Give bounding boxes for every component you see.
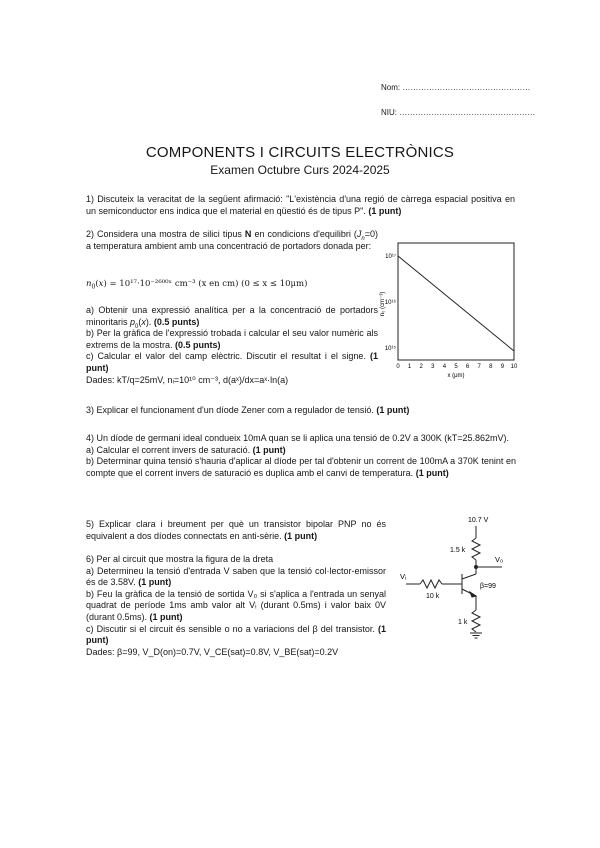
exam-title: COMPONENTS I CIRCUITS ELECTRÒNICS: [145, 144, 455, 161]
x-tick-1: 1: [407, 364, 412, 370]
vi-label: Vᵢ: [400, 572, 407, 581]
x-tick-8: 8: [489, 364, 493, 370]
q4-b-points: (1 punt): [415, 467, 449, 478]
question-2-intro: 2) Considera una mostra de silici tipus N en condicions d'equilibri $(J_n=0)$ a temperatura ambient amb una concentració de portadors donada per:: [86, 229, 379, 251]
q4-b: b) Determinar quina tensió s'hauria d'aplicar al díode per tal d'obtenir un corrent de 100mA a 370K tenint en compte que el corrent invers de saturació es duplica amb el canvi de temperatura.: [86, 456, 516, 478]
question-5: [86, 519, 386, 542]
q2-intro-a: 2) Considera una mostra de silici tipus: [86, 229, 245, 239]
q6-intro: 6) Per al circuit que mostra la figura de la dreta: [86, 554, 274, 564]
x-tick-9: 9: [500, 364, 505, 370]
q6-b: b) Feu la gràfica de la tensió de sortida V₀ si s'aplica a l'entrada un senyal quadrat de període 1ms amb valor alt Vᵢ (durant 0.5ms) i valor baix 0V (durant 0.5ms).: [86, 588, 386, 622]
q2-intro-b: en condicions d'equilibri (: [251, 229, 357, 239]
q6-a-points: (1 punt): [138, 577, 172, 588]
x-tick-0: 0: [396, 364, 400, 370]
re-resistor: [472, 610, 480, 632]
x-axis-label: x (μm): [447, 373, 465, 379]
plot-frame: [398, 243, 514, 360]
question-2-parts: a) Obtenir una expressió analítica per a la concentració de portadors minoritaris $p_0(x)$. (0.5 punts) b) Per la gràfica de l'expressió trobada i calcular el seu valor numèric als extrems de la mostra. (0.5 punts) c) Calcular el valor del camp elèctric. Discutir el resultat i el signe. (1 punt) Dades: kT/q=25mV, nᵢ=10¹⁰ cm⁻³, d(aˣ)/dx=aˣ·ln(a): [86, 305, 378, 385]
x-ticks: [396, 364, 518, 370]
x-tick-10: 10: [510, 364, 518, 370]
q1-text: 1) Discuteix la veracitat de la següent afirmació: "L'existència d'una regió de càrrega espacial positiva en un semiconductor ens indica que el material en qüestió és de tipus P".: [86, 194, 515, 216]
rb-resistor: [420, 580, 442, 588]
vo-label: V₀: [495, 555, 504, 564]
question-6: [86, 554, 386, 658]
re-label: 1 k: [458, 619, 468, 626]
q2-a-points: (0.5 punts): [153, 316, 200, 327]
q3-points: (1 punt): [376, 405, 410, 415]
y-tick-label-1: 10¹⁶: [384, 300, 396, 306]
concentration-plot: [376, 238, 520, 380]
q2-b: b) Per la gràfica de l'expressió trobada i calcular el seu valor numèric als extrems de la mostra.: [86, 328, 378, 350]
x-tick-3: 3: [431, 364, 435, 370]
niu-dotted-line: ……………………………………………: [399, 108, 536, 117]
q2-a: a) Obtenir una expressió analítica per a la concentració de portadors minoritaris: [86, 305, 378, 327]
x-tick-5: 5: [454, 364, 458, 370]
q5-points: (1 punt): [284, 530, 318, 541]
q6-a: a) Determineu la tensió d'entrada V saben que la tensió col·lector-emissor és de 3.58V.: [86, 565, 386, 588]
exam-subtitle: Examen Octubre Curs 2024-2025: [210, 163, 390, 177]
emitter-arrow: [470, 592, 476, 597]
x-tick-4: 4: [442, 364, 447, 370]
q6-b-points: (1 punt): [149, 611, 183, 622]
q4-a-points: (1 punt): [252, 444, 286, 455]
q4-a: a) Calcular el corrent invers de saturació.: [86, 444, 251, 455]
y-axis-label: n₀ (cm⁻³): [380, 291, 386, 317]
niu-label: NIU:: [381, 108, 397, 117]
y-tick-label-0: 10¹⁷: [385, 254, 396, 260]
q2-c: c) Calcular el valor del camp elèctric. Discutir el resultat i el signe.: [86, 351, 366, 362]
x-tick-7: 7: [477, 364, 481, 370]
q6-c-points: (1 punt): [86, 623, 386, 646]
q2-formula: $n_0(x)$ = 10¹⁷·10⁻²⁶⁰⁰ˣ cm⁻³ (x en cm) (0 ≤ x ≤ 10μm): [86, 279, 308, 291]
q2-data: Dades: kT/q=25mV, nᵢ=10¹⁰ cm⁻³, d(aˣ)/dx=aˣ·ln(a): [86, 374, 289, 385]
vcc-label: 10.7 V: [468, 517, 489, 524]
q6-data: Dades: β=99, V_D(on)=0.7V, V_CE(sat)=0.8V, V_BE(sat)=0.2V: [86, 646, 339, 657]
question-1: [86, 194, 515, 217]
q2-formula-text: = 10¹⁷·10⁻²⁶⁰⁰ˣ cm⁻³ (x en cm) (0 ≤ x ≤ 10μm): [109, 279, 308, 289]
y-tick-label-2: 10¹⁵: [384, 346, 396, 352]
data-line: [398, 256, 514, 351]
q2-intro-n: N: [244, 229, 252, 239]
q5-text: 5) Explicar clara i breument per què un transistor bipolar PNP no és equivalent a dos díodes connectats en anti-sèrie.: [86, 519, 386, 541]
name-dotted-line: …………………………………………: [402, 83, 531, 92]
name-label: Nom:: [381, 83, 401, 92]
x-tick-2: 2: [419, 364, 423, 370]
rc-label: 1.5 k: [450, 547, 466, 554]
q1-points: (1 punt): [368, 205, 402, 216]
q2-c-points: (1 punt): [86, 351, 378, 373]
question-3: [86, 405, 516, 417]
beta-label: β=99: [480, 583, 496, 590]
rb-label: 10 k: [426, 593, 440, 600]
q4-text: 4) Un díode de germani ideal condueix 10mA quan se li aplica una tensió de 0.2V a 300K (kT=25.862mV).: [86, 433, 510, 443]
output-node: [475, 566, 478, 569]
niu-field[interactable]: [381, 108, 535, 117]
transistor-collector: [462, 574, 476, 579]
transistor-circuit: [398, 512, 522, 642]
q2-intro-c: =0) a temperatura ambient amb una concentració de portadors donada per:: [86, 229, 379, 251]
x-tick-6: 6: [465, 364, 470, 370]
q2-b-points: (0.5 punts): [175, 339, 221, 350]
question-4: [86, 433, 516, 479]
name-field[interactable]: [381, 83, 530, 92]
q6-c: c) Discutir si el circuit és sensible o no a variacions del β del transistor.: [86, 623, 375, 634]
q3-text: 3) Explicar el funcionament d'un díode Zener com a regulador de tensió.: [86, 405, 374, 415]
rc-resistor: [472, 538, 480, 560]
